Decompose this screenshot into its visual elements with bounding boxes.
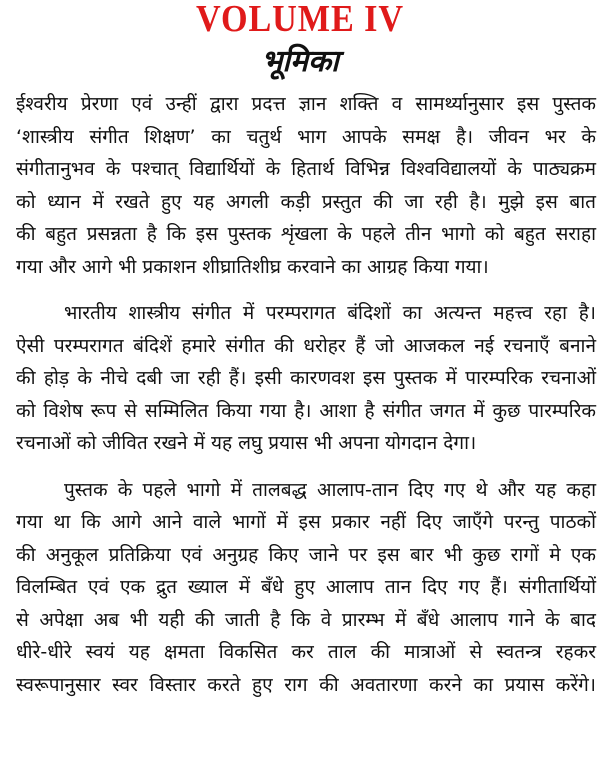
volume-title: VOLUME IV <box>196 0 404 40</box>
text-line: की अनुकूल प्रतिक्रिया एवं अनुग्रह किए जाने पर इस बार भी कुछ रागों मे एक <box>16 543 596 566</box>
text-line: स्वरूपानुसार स्वर विस्तार करते हुए राग की अवतारणा करने का प्रयास करेंगे। <box>16 673 596 696</box>
text-line: गया और आगे भी प्रकाशन शीघ्रातिशीघ्र करवाने का आग्रह किया गया। <box>16 255 489 278</box>
text-line: रचनाओं को जीवित रखने में यह लघु प्रयास भी अपना योगदान देगा। <box>16 432 477 454</box>
text-line: की बहुत प्रसन्नता है कि इस पुस्तक शृंखला के पहले तीन भागो को बहुत सराहा <box>16 223 596 245</box>
text-line: को ध्यान में रखते हुए यह अगली कड़ी प्रस्तुत की जा रही है। मुझे इस बात <box>16 190 596 213</box>
text-line: धीरे-धीरे स्वयं यह क्षमता विकसित कर ताल की मात्राओं से स्वतन्त्र रहकर <box>16 641 596 663</box>
paragraph-2 <box>16 297 596 460</box>
text-line: ऐसी परम्परागत बंदिशें हमारे संगीत की धरोहर हैं जो आजकल नई रचनाएँ बनाने <box>16 334 596 357</box>
text-line: भारतीय शास्त्रीय संगीत में परम्परागत बंदिशों का अत्यन्त महत्त्व रहा है। <box>64 302 596 324</box>
paragraph-3 <box>16 474 596 702</box>
text-line: विलम्बित एवं एक द्रुत ख्याल में बँधे हुए आलाप तान दिए गए हैं। संगीतार्थियों <box>16 576 596 598</box>
text-line: संगीतानुभव के पश्चात् विद्यार्थियों के हितार्थ विभिन्न विश्वविद्यालयों के पाठ्यक्रम <box>16 158 596 180</box>
text-line: से अपेक्षा अब भी यही की जाती है कि वे प्रारम्भ में बँधे आलाप गाने के बाद <box>16 608 596 631</box>
document-body <box>16 88 596 715</box>
text-line: की होड़ के नीचे दबी जा रही हैं। इसी कारणवश इस पुस्तक में पारम्परिक रचनाओं <box>16 367 596 389</box>
text-line: ‘शास्त्रीय संगीत शिक्षण’ का चतुर्थ भाग आपके समक्ष है। जीवन भर के <box>16 125 596 148</box>
text-line: को विशेष रूप से सम्मिलित किया गया है। आशा है संगीत जगत में कुछ पारम्परिक <box>16 399 596 422</box>
text-line: ईश्वरीय प्रेरणा एवं उन्हीं द्वारा प्रदत्त ज्ञान शक्ति व सामर्थ्यानुसार इस पुस्तक <box>16 93 596 115</box>
text-line: गया था कि आगे आने वाले भागों में इस प्रकार नहीं दिए जाएँगे परन्तु पाठकों <box>16 511 596 533</box>
page-heading: भूमिका <box>261 44 339 79</box>
paragraph-1 <box>16 88 596 283</box>
text-line: पुस्तक के पहले भागो में तालबद्ध आलाप-तान दिए गए थे और यह कहा <box>64 478 596 501</box>
